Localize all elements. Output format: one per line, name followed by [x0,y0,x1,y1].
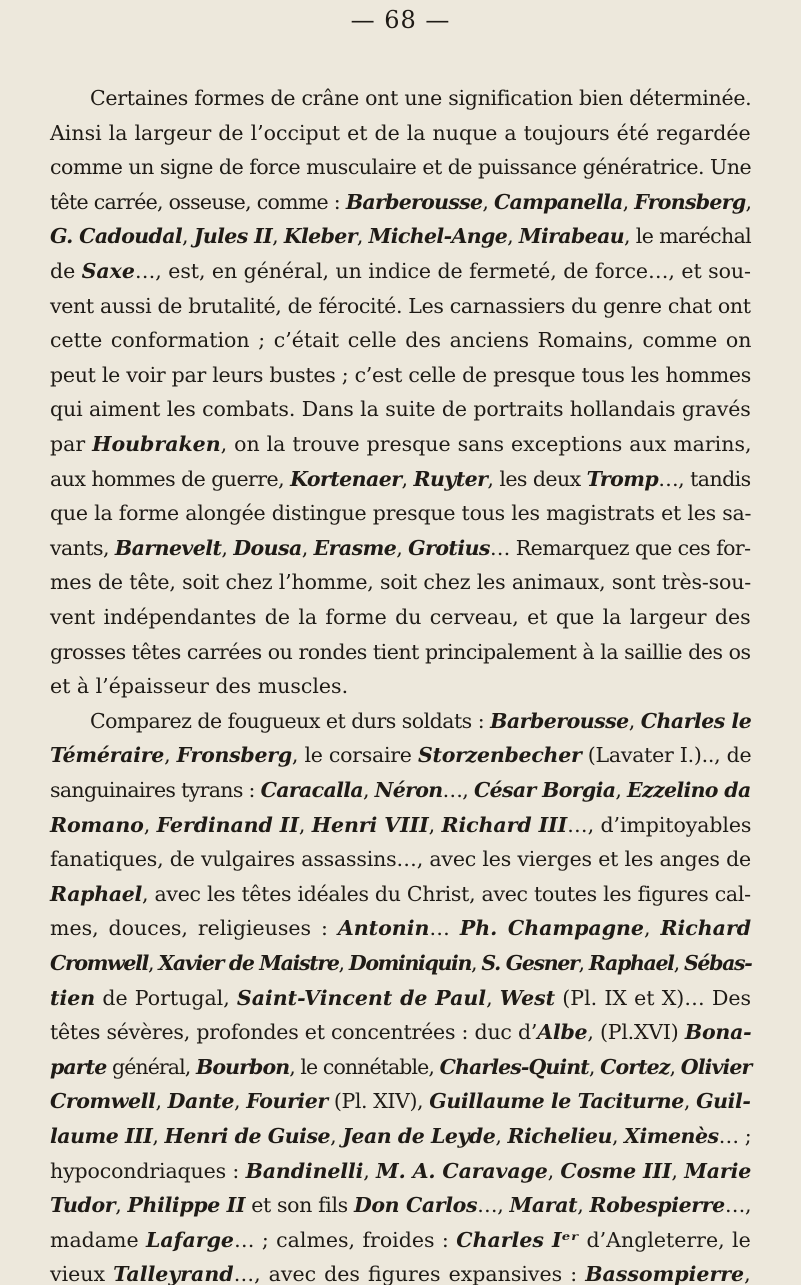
text-run: vieux [50,1262,114,1285]
text-run: … [429,916,460,940]
text-run: , on la trouve presque sans exceptions aux marins, [220,432,752,456]
name-italic: Barberousse [345,190,483,214]
name-italic: Kortenaer [290,467,402,491]
text-run: têtes sévères, profondes et concentrées : duc d’ [50,1020,538,1044]
text-run: , [578,951,589,975]
text-run: , [577,1193,590,1217]
text-run: , [507,224,519,248]
name-italic: César Borgia [474,778,616,802]
name-italic: Fronsberg [176,743,292,767]
text-run: vent indépendantes de la forme du cerveau, et que la largeur des [50,605,751,629]
name-italic: Don Carlos [353,1193,478,1217]
text-run: aux hommes de guerre, [50,467,291,491]
text-run: , [356,224,369,248]
name-italic: Dousa [233,536,302,560]
text-run: …, tandis [658,467,751,491]
name-italic: Lafarge [145,1228,234,1252]
name-italic: Ximenès [624,1124,719,1148]
text-run: (Lavater I.).., de [581,743,752,767]
name-italic: Henri de Guise [164,1124,331,1148]
text-run: cette conformation ; c’était celle des anciens Romains, comme on [50,328,752,352]
text-run: … ; calmes, froides : [233,1228,457,1252]
text-run: , les deux [487,467,587,491]
text-run: , [221,536,234,560]
text-line [50,469,751,490]
text-run: , [234,1089,247,1113]
name-italic: Mirabeau [518,224,625,248]
name-italic: Raphael [50,882,143,906]
name-italic: Dominiquin [348,951,472,975]
text-line [50,1230,751,1251]
text-line [50,1264,751,1285]
name-italic: Grotius [408,536,490,560]
page-number: — 68 — [350,6,451,34]
text-line [50,918,751,939]
name-italic: Antonin [337,916,430,940]
text-run: , [155,1089,168,1113]
text-run: , [669,1055,681,1079]
name-italic: Ph. Champagne [459,916,644,940]
text-line [90,711,751,732]
text-run: , [547,1159,561,1183]
name-italic: Jules II [193,224,273,248]
text-run: , [744,1262,751,1285]
name-italic: Guillaume le Taciturne [429,1089,684,1113]
text-line [50,1161,751,1182]
text-run: , [338,951,349,975]
name-italic: Dante [167,1089,235,1113]
name-italic: Caracalla [260,778,363,802]
text-run: Certaines formes de crâne ont une signification bien déterminée. [90,86,752,110]
text-run: vants, [50,536,115,560]
text-run: …, avec des figures expansives : [233,1262,586,1285]
text-run: …, [442,778,475,802]
text-run: Ainsi la largeur de l’occiput et de la nuque a toujours été regardée [50,121,751,145]
text-run: peut le voir par leurs bustes ; c’est celle de presque tous les hommes [50,363,751,387]
name-italic: Olivier [680,1055,752,1079]
text-run: , [495,1124,508,1148]
name-italic: Barberousse [490,709,629,733]
name-italic: Charles-Quint [439,1055,589,1079]
text-line [50,365,751,386]
text-line [50,503,751,524]
name-italic: Houbraken [92,432,221,456]
text-run: , [683,1089,697,1113]
text-run: , [182,224,194,248]
name-italic: Marat [509,1193,578,1217]
text-run: , [152,1124,165,1148]
name-italic: Saxe [81,259,135,283]
name-italic: Richelieu [507,1124,612,1148]
text-run: , [272,224,284,248]
text-line [50,780,751,801]
text-line [50,642,751,663]
name-italic: Talleyrand [113,1262,234,1285]
text-run: madame [50,1228,146,1252]
text-run: , le maréchal [624,224,752,248]
name-italic: Fourier [246,1089,328,1113]
text-run: , [588,1055,601,1079]
text-line [50,1126,751,1147]
text-line [50,1057,751,1078]
name-italic: Charles le [640,709,752,733]
text-run: , [643,916,661,940]
text-run: fanatiques, de vulgaires assassins…, avec les vierges et les anges de [50,847,751,871]
text-run: , le connétable, [289,1055,440,1079]
text-line [50,676,348,697]
text-line [50,296,751,317]
text-run: … ; [718,1124,752,1148]
text-run: , [301,536,314,560]
name-italic: Richard III [441,813,568,837]
text-run: sanguinaires tyrans : [50,778,261,802]
name-italic: Téméraire [50,743,165,767]
text-line [50,157,751,178]
text-line [50,330,751,351]
text-run: mes de tête, soit chez l’homme, soit chez les animaux, sont très-sou- [50,570,752,594]
text-run: , avec les têtes idéales du Christ, avec toutes les figures cal- [142,882,751,906]
text-line [50,261,751,282]
text-line [50,849,751,870]
text-run: , [428,813,442,837]
name-italic: Cromwell [50,951,148,975]
name-italic: tien [50,986,96,1010]
text-run: , [143,813,157,837]
text-run: , (Pl.XVI) [587,1020,685,1044]
text-run: (Pl. XIV), [327,1089,430,1113]
name-italic: Tromp [586,467,659,491]
text-run: (Pl. IX et X)… Des [555,986,752,1010]
text-line [50,572,751,593]
name-italic: Richard [660,916,752,940]
text-line [50,607,751,628]
text-line [50,1022,751,1043]
name-italic: Bona- [684,1020,752,1044]
text-line [50,953,751,974]
text-run: , [628,709,641,733]
name-italic: Marie [684,1159,752,1183]
name-italic: Campanella [493,190,623,214]
text-run: , [115,1193,128,1217]
name-italic: Storzenbecher [417,743,582,767]
text-run: , [330,1124,343,1148]
text-line [50,815,751,836]
name-italic: Bandinelli [245,1159,364,1183]
text-run: , [671,1159,685,1183]
name-italic: Barnevelt [114,536,222,560]
name-italic: Romano [50,813,144,837]
text-line [50,434,751,455]
text-line [50,1195,751,1216]
name-italic: Ezzelino da [627,778,751,802]
text-run: Comparez de fougueux et durs soldats : [90,709,491,733]
text-run: par [50,432,93,456]
text-run: d’Angleterre, le [579,1228,751,1252]
text-run: , [164,743,177,767]
name-italic: Sébas- [683,951,752,975]
text-run: de Portugal, [95,986,237,1010]
text-line [50,745,751,766]
name-italic: Bassompierre [585,1262,745,1285]
name-italic: Henri VIII [311,813,429,837]
name-italic: Saint-Vincent de Paul [236,986,487,1010]
name-italic: parte [50,1055,107,1079]
text-run: , [745,190,752,214]
name-italic: Cortez [600,1055,670,1079]
text-run: …, d’impitoyables [567,813,752,837]
text-run: …, [477,1193,510,1217]
text-run: , [615,778,628,802]
text-line [50,988,751,1009]
name-italic: Cromwell [50,1089,156,1113]
text-run: mes, douces, religieuses : [50,916,338,940]
name-italic: laume III [50,1124,153,1148]
name-italic: M. A. Caravage [376,1159,548,1183]
name-italic: Ferdinand II [156,813,299,837]
name-italic: West [499,986,556,1010]
text-line [50,123,751,144]
name-italic: Michel-Ange [368,224,508,248]
text-run: grosses têtes carrées ou rondes tient principalement à la saillie des os [50,640,751,664]
text-run: et son fils [245,1193,354,1217]
text-run: , [486,986,500,1010]
name-italic: Kleber [283,224,357,248]
text-run: …, [724,1193,752,1217]
name-italic: G. Cadoudal [50,224,183,248]
name-italic: S. Gesner [481,951,579,975]
text-line [50,226,751,247]
name-italic: Albe [537,1020,588,1044]
name-italic: Néron [374,778,443,802]
text-run: qui aiment les combats. Dans la suite de portraits hollandais gravés [50,397,751,421]
text-line [90,88,751,109]
text-line [50,399,751,420]
text-run: , [148,951,159,975]
text-run: , [363,1159,377,1183]
text-run: , [401,467,414,491]
text-run: tête carrée, osseuse, comme : [50,190,346,214]
text-line [50,538,751,559]
name-italic: Robespierre [589,1193,725,1217]
text-run: , le corsaire [291,743,418,767]
text-run: que la forme alongée distingue presque tous les magistrats et les sa- [50,501,752,525]
name-italic: Xavier de Maistre [158,951,339,975]
text-line [50,884,751,905]
text-run: , [673,951,684,975]
text-run: général, [106,1055,196,1079]
text-run: vent aussi de brutalité, de férocité. Les carnassiers du genre chat ont [50,294,751,318]
name-italic: Tudor [50,1193,116,1217]
text-run: … Remarquez que ces for- [489,536,751,560]
text-run: , [471,951,482,975]
text-line [50,192,751,213]
text-run: …, est, en général, un indice de fermeté, de force…, et sou- [134,259,751,283]
text-run: hypocondriaques : [50,1159,246,1183]
name-italic: Erasme [313,536,397,560]
text-run: , [362,778,375,802]
name-italic: Guil- [696,1089,751,1113]
text-run: , [482,190,494,214]
name-italic: Fronsberg [634,190,746,214]
name-italic: Charles Iᵉʳ [456,1228,580,1252]
text-run: et à l’épaisseur des muscles. [50,674,349,698]
name-italic: Philippe II [127,1193,246,1217]
name-italic: Cosme III [560,1159,672,1183]
text-run: , [622,190,635,214]
name-italic: Jean de Leyde [342,1124,496,1148]
text-line [50,1091,751,1112]
text-run: , [396,536,409,560]
name-italic: Bourbon [195,1055,290,1079]
text-run: , [298,813,312,837]
text-run: de [50,259,82,283]
text-run: comme un signe de force musculaire et de puissance génératrice. Une [50,155,752,179]
text-run: , [611,1124,625,1148]
name-italic: Raphael [588,951,674,975]
name-italic: Ruyter [413,467,488,491]
